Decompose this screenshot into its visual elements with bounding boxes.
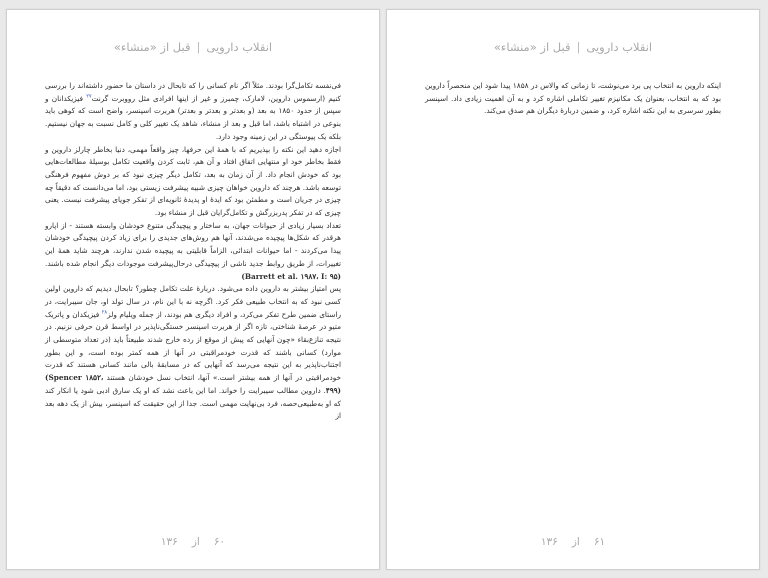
page-body-text [45, 80, 341, 423]
header-book-title: انقلاب دارویی [206, 40, 273, 54]
running-header [387, 40, 759, 54]
running-header [7, 40, 379, 54]
citation: (Spencer ۱۸۵۲، ۴۹۹) [45, 373, 341, 395]
page-total: ۱۳۶ [160, 536, 178, 548]
citation: (Barrett et al. ۱۹۸۷، I: ۹۵) [241, 271, 341, 281]
header-book-title: انقلاب دارویی [586, 40, 653, 54]
footnote-marker[interactable]: ۲۷ [86, 93, 92, 100]
page-number-footer [387, 536, 759, 548]
page-number: ۶۱ [593, 536, 606, 548]
page-number: ۶۰ [213, 536, 226, 548]
header-separator: | [576, 40, 581, 54]
page-total: ۱۳۶ [540, 536, 558, 548]
page-body-text [425, 80, 721, 118]
paragraph: فی‌نفسه تکامل‌گرا بودند. مثلاً اگر نام کسانی را که تابحال در داستان ما حضور داشته‌اند را بررسی کنیم (ارسموس داروین، لامارک، چمبرز و غیر از اینها افرادی مثل رووبرت گرنت$^{۲۷}$ فیزیکدانان و سپس از حدود ۱۸۵۰ به بعد (و بعدتر و بعدتر و بعدتر) هربرت اسپنسر، واضح است که کوهی باید بنوعی در اشتباه باشد، اما قبل و بعد از منشاء، شاهد یک تغییر کلی و کامل نسبت به جهان نیستیم. بلکه یک پیوستگی در این زمینه وجود دارد. [45, 81, 342, 141]
header-separator: | [196, 40, 201, 54]
paragraph: اجازه دهید این نکته را بپذیریم که با همهٔ این حرفها، چیز واقعاً مهمی، دنیا بخاطر چارلز داروین و فقط بخاطر خود او منتهایی اتفاق افتاد و آن هم، ثابت کردن واقعیت تکامل بوسیلهٔ مطالعات‌هایی بود که خودش انجام داد. از آن زمان به بعد، تکامل دیگر چیزی نبود که بر دوش مفهوم فرهنگی توسعه باشد. هرچند که داروین خواهان چیزی شبیه پیشرفت زیستی بود، اما می‌دانست که دقیقاً چه چیزی در جریان است و مطمئن بود که ایدهٔ او پدیدهٔ ثانویه‌ای از تفکر جویای پیشرفت نیست. یعنی چیزی که در تفکر پدربزرگش و تکامل‌گرایان قبل از منشاء بود. [45, 144, 341, 218]
paragraph: تعداد بسیار زیادی از حیوانات جهان، به ساختار و پیچیدگی متنوع خودشان وابسته هستند - از اپارو هرقدر که شکل‌ها پیچیده می‌شدند، آنها هم روش‌های جدیدی را برای زیاد کردن پیچیدگی خودشان پیدا می‌کردند - اما حیوانات ابتدائی، الزاماً قابلیتی به پیچیده شدن ندارند، هرچند شاید همهٔ این تغییرات، از طریق روابط جدید ناشی از پیچیدگی درحال‌پیشرفت موجودات دیگر انجام شده باشند. (Barrett et al. ۱۹۸۷، I: ۹۵) [45, 220, 341, 281]
page-of-label: از [571, 536, 580, 548]
page-number-footer [7, 536, 379, 548]
document-page-right [386, 9, 760, 570]
footnote-marker[interactable]: ۲۸ [101, 309, 108, 316]
paragraph: اینکه داروین به انتخاب پی برد می‌نوشت، تا زمانی که والاس در ۱۸۵۸ پیدا شود این منحصراً داروین بود که به انتخاب، بعنوان یک مکانیزم تغییر تکاملی اشاره کرد و به آن اهمیت زیادی داد. اسپنسر بطور سرسری به این نکته اشاره کرد، و ضمین دربارهٔ دیگران هم صدق می‌کند. [425, 81, 721, 116]
header-chapter-title: قبل از «منشاء» [493, 40, 571, 54]
paragraph: پس امتیاز بیشتر به داروین داده می‌شود. دربارهٔ علت تکامل چطور؟ تابحال دیدیم که داروین اولین کسی نبود که به انتخاب طبیعی فکر کرد. اگرچه نه با این نام، در سال تولد او، جان سیبرایت، در راستای ضمین طرح تفکر می‌کرد، و افراد دیگری هم بودند، از جمله ویلیام ولز$^{۲۸}$ فیزیکدان و پاتریک متیو در عرصهٔ شناختی، تازه اگر از هربرت اسپنسر خستگی‌ناپذیر در اواسط قرن حرفی نزنیم. در نتیجه تنازع‌بقاء «چون آنهایی که پیش از موقع از رده خارج شدند طبیعتاً باید (در تعداد متوسطی از موارد) کسانی باشند که قدرت خودمراقبتی در آنها از همه کمتر بوده است، و این بطور اجتناب‌ناپذیر به این نتیجه می‌رسد که آنهایی که در مسابقهٔ بالی مانند کسانی هستند که قدرت خودمراقبتی در آنها از همه بیشتر است.» آنها، انتخاب نسل خودشان هستند (Spencer ۱۸۵۲، ۴۹۹). داروین مطالب سیبرایت را خواند. اما این باعث نشد که او یک سارق ادبی شود یا انکار کند که او به‌طبیعی‌حصه، فرد بی‌نهایت مهمی است. جدا از این حقیقت که اسپنسر، بیش از یک دهه بعد از [45, 284, 341, 421]
document-page-left [6, 9, 380, 570]
page-of-label: از [191, 536, 200, 548]
header-chapter-title: قبل از «منشاء» [113, 40, 191, 54]
